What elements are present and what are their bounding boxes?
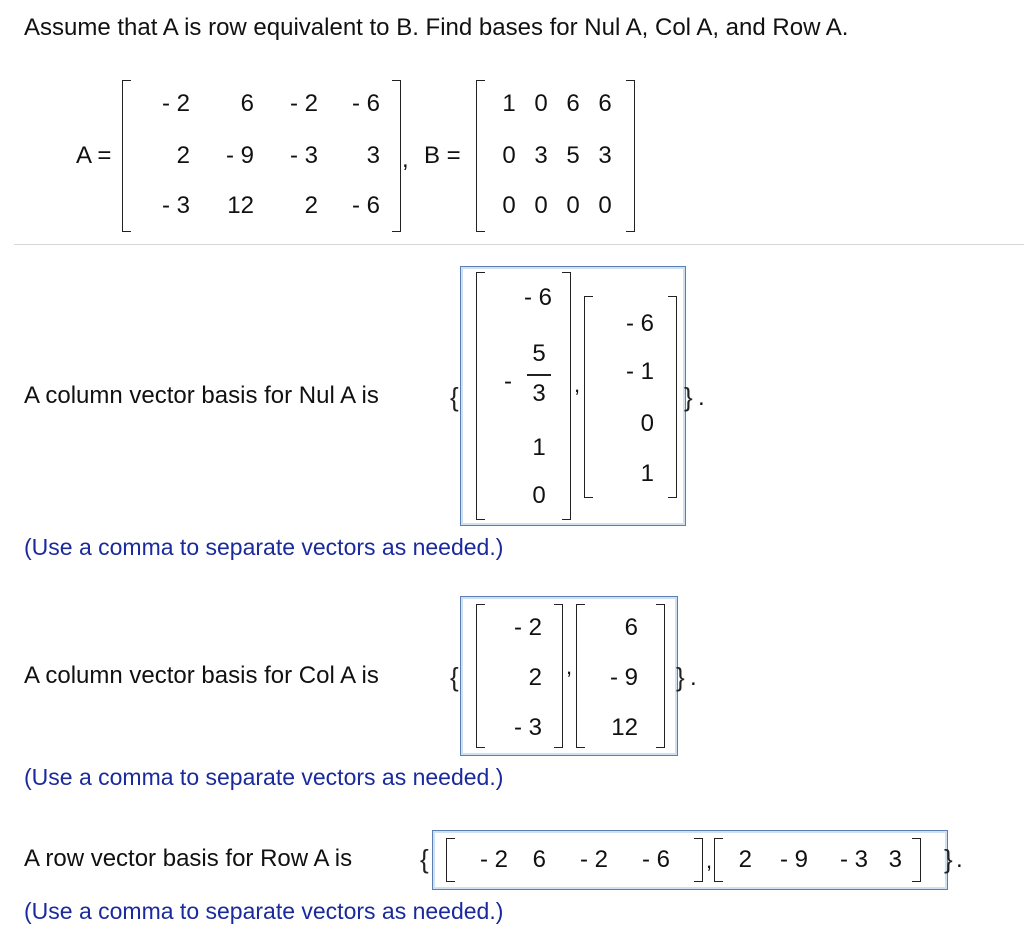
nul-v1-left-bracket	[476, 272, 485, 520]
matrix-a-cell: - 3	[161, 192, 190, 219]
matrix-a-right-bracket	[392, 80, 401, 232]
matrix-b-cell: 3	[534, 142, 548, 169]
matrix-b-cell: 1	[502, 90, 516, 117]
nul-v1-entry[interactable]: 0	[532, 482, 546, 509]
col-basis-label: A column vector basis for Col A is	[24, 662, 379, 689]
matrix-a-cell: 2	[304, 192, 318, 219]
row-v2-left-bracket	[714, 838, 723, 882]
nul-v1-fraction-bar	[527, 374, 551, 376]
nul-v2-right-bracket	[668, 296, 677, 498]
matrix-b-cell: 0	[534, 90, 548, 117]
nul-v1-right-bracket	[562, 272, 571, 520]
col-v1-entry[interactable]: - 3	[513, 714, 542, 741]
nul-v1-fraction-denominator[interactable]: 3	[532, 380, 546, 407]
matrix-a-cell: 3	[366, 142, 380, 169]
nul-v2-entry[interactable]: 1	[640, 460, 654, 487]
row-v1-entry[interactable]: - 6	[641, 846, 670, 873]
matrix-b-cell: 3	[598, 142, 612, 169]
col-v2-entry[interactable]: 12	[611, 714, 638, 741]
col-v1-entry[interactable]: - 2	[513, 614, 542, 641]
matrix-b-cell: 6	[598, 90, 612, 117]
row-v2-entry[interactable]: 3	[888, 846, 902, 873]
section-divider	[14, 244, 1024, 245]
row-vector-comma: ,	[706, 848, 713, 873]
matrix-b-cell: 0	[502, 192, 516, 219]
nul-hint: (Use a comma to separate vectors as needed.)	[24, 534, 504, 560]
col-close-brace: }	[676, 662, 685, 692]
nul-v1-fraction-numerator[interactable]: 5	[532, 340, 546, 367]
matrix-a-cell: - 3	[289, 142, 318, 169]
nul-v2-entry[interactable]: - 1	[625, 358, 654, 385]
nul-open-brace: {	[450, 382, 459, 412]
row-period: .	[956, 846, 963, 873]
matrix-a-cell: 12	[227, 192, 254, 219]
row-v2-right-bracket	[912, 838, 921, 882]
col-v2-left-bracket	[576, 604, 585, 748]
nul-v1-fraction-sign: -	[504, 368, 512, 395]
matrix-b-cell: 6	[566, 90, 580, 117]
row-v1-entry[interactable]: 6	[532, 846, 546, 873]
row-answer-box[interactable]	[432, 830, 948, 890]
row-v1-entry[interactable]: - 2	[579, 846, 608, 873]
matrix-b-cell: 0	[534, 192, 548, 219]
matrix-a-cell: - 9	[225, 142, 254, 169]
nul-v1-entry[interactable]: 1	[532, 434, 546, 461]
matrix-b-cell: 0	[598, 192, 612, 219]
col-v2-right-bracket	[656, 604, 665, 748]
matrix-a-cell: - 2	[161, 90, 190, 117]
nul-close-brace: }	[684, 382, 693, 412]
matrix-a-cell: - 6	[351, 192, 380, 219]
row-v2-entry[interactable]: 2	[738, 846, 752, 873]
matrix-a-cell: - 2	[289, 90, 318, 117]
col-v2-entry[interactable]: - 9	[609, 664, 638, 691]
row-open-brace: {	[420, 844, 429, 874]
matrix-a-label: A =	[76, 142, 112, 169]
question-text: Assume that A is row equivalent to B. Find bases for Nul A, Col A, and Row A.	[24, 14, 849, 41]
matrix-b-label: B =	[424, 142, 461, 169]
nul-basis-label: A column vector basis for Nul A is	[24, 382, 379, 409]
nul-vector-comma: ,	[574, 372, 581, 397]
matrix-b-cell: 0	[502, 142, 516, 169]
matrix-b-cell: 0	[566, 192, 580, 219]
matrix-a-cell: - 6	[351, 90, 380, 117]
nul-period: .	[698, 384, 705, 411]
col-v1-entry[interactable]: 2	[528, 664, 542, 691]
row-v1-right-bracket	[694, 838, 703, 882]
col-hint: (Use a comma to separate vectors as needed.)	[24, 764, 504, 790]
col-v1-left-bracket	[476, 604, 485, 748]
col-v2-entry[interactable]: 6	[624, 614, 638, 641]
row-close-brace: }	[944, 844, 953, 874]
nul-v2-entry[interactable]: 0	[640, 410, 654, 437]
nul-v1-entry[interactable]: - 6	[523, 284, 552, 311]
nul-v2-left-bracket	[584, 296, 593, 498]
col-vector-comma: ,	[566, 654, 573, 679]
nul-v2-entry[interactable]: - 6	[625, 310, 654, 337]
matrix-a-left-bracket	[122, 80, 131, 232]
matrix-b-cell: 5	[566, 142, 580, 169]
matrix-separator-comma: ,	[402, 146, 409, 173]
row-v1-entry[interactable]: - 2	[479, 846, 508, 873]
matrix-b-right-bracket	[626, 80, 635, 232]
matrix-a-cell: 6	[240, 90, 254, 117]
row-v2-entry[interactable]: - 9	[779, 846, 808, 873]
col-period: .	[690, 664, 697, 691]
row-v2-entry[interactable]: - 3	[839, 846, 868, 873]
row-basis-label: A row vector basis for Row A is	[24, 845, 353, 872]
row-v1-left-bracket	[446, 838, 455, 882]
col-v1-right-bracket	[554, 604, 563, 748]
col-open-brace: {	[450, 662, 459, 692]
matrix-a-cell: 2	[176, 142, 190, 169]
row-hint: (Use a comma to separate vectors as needed.)	[24, 898, 504, 924]
matrix-b-left-bracket	[476, 80, 485, 232]
